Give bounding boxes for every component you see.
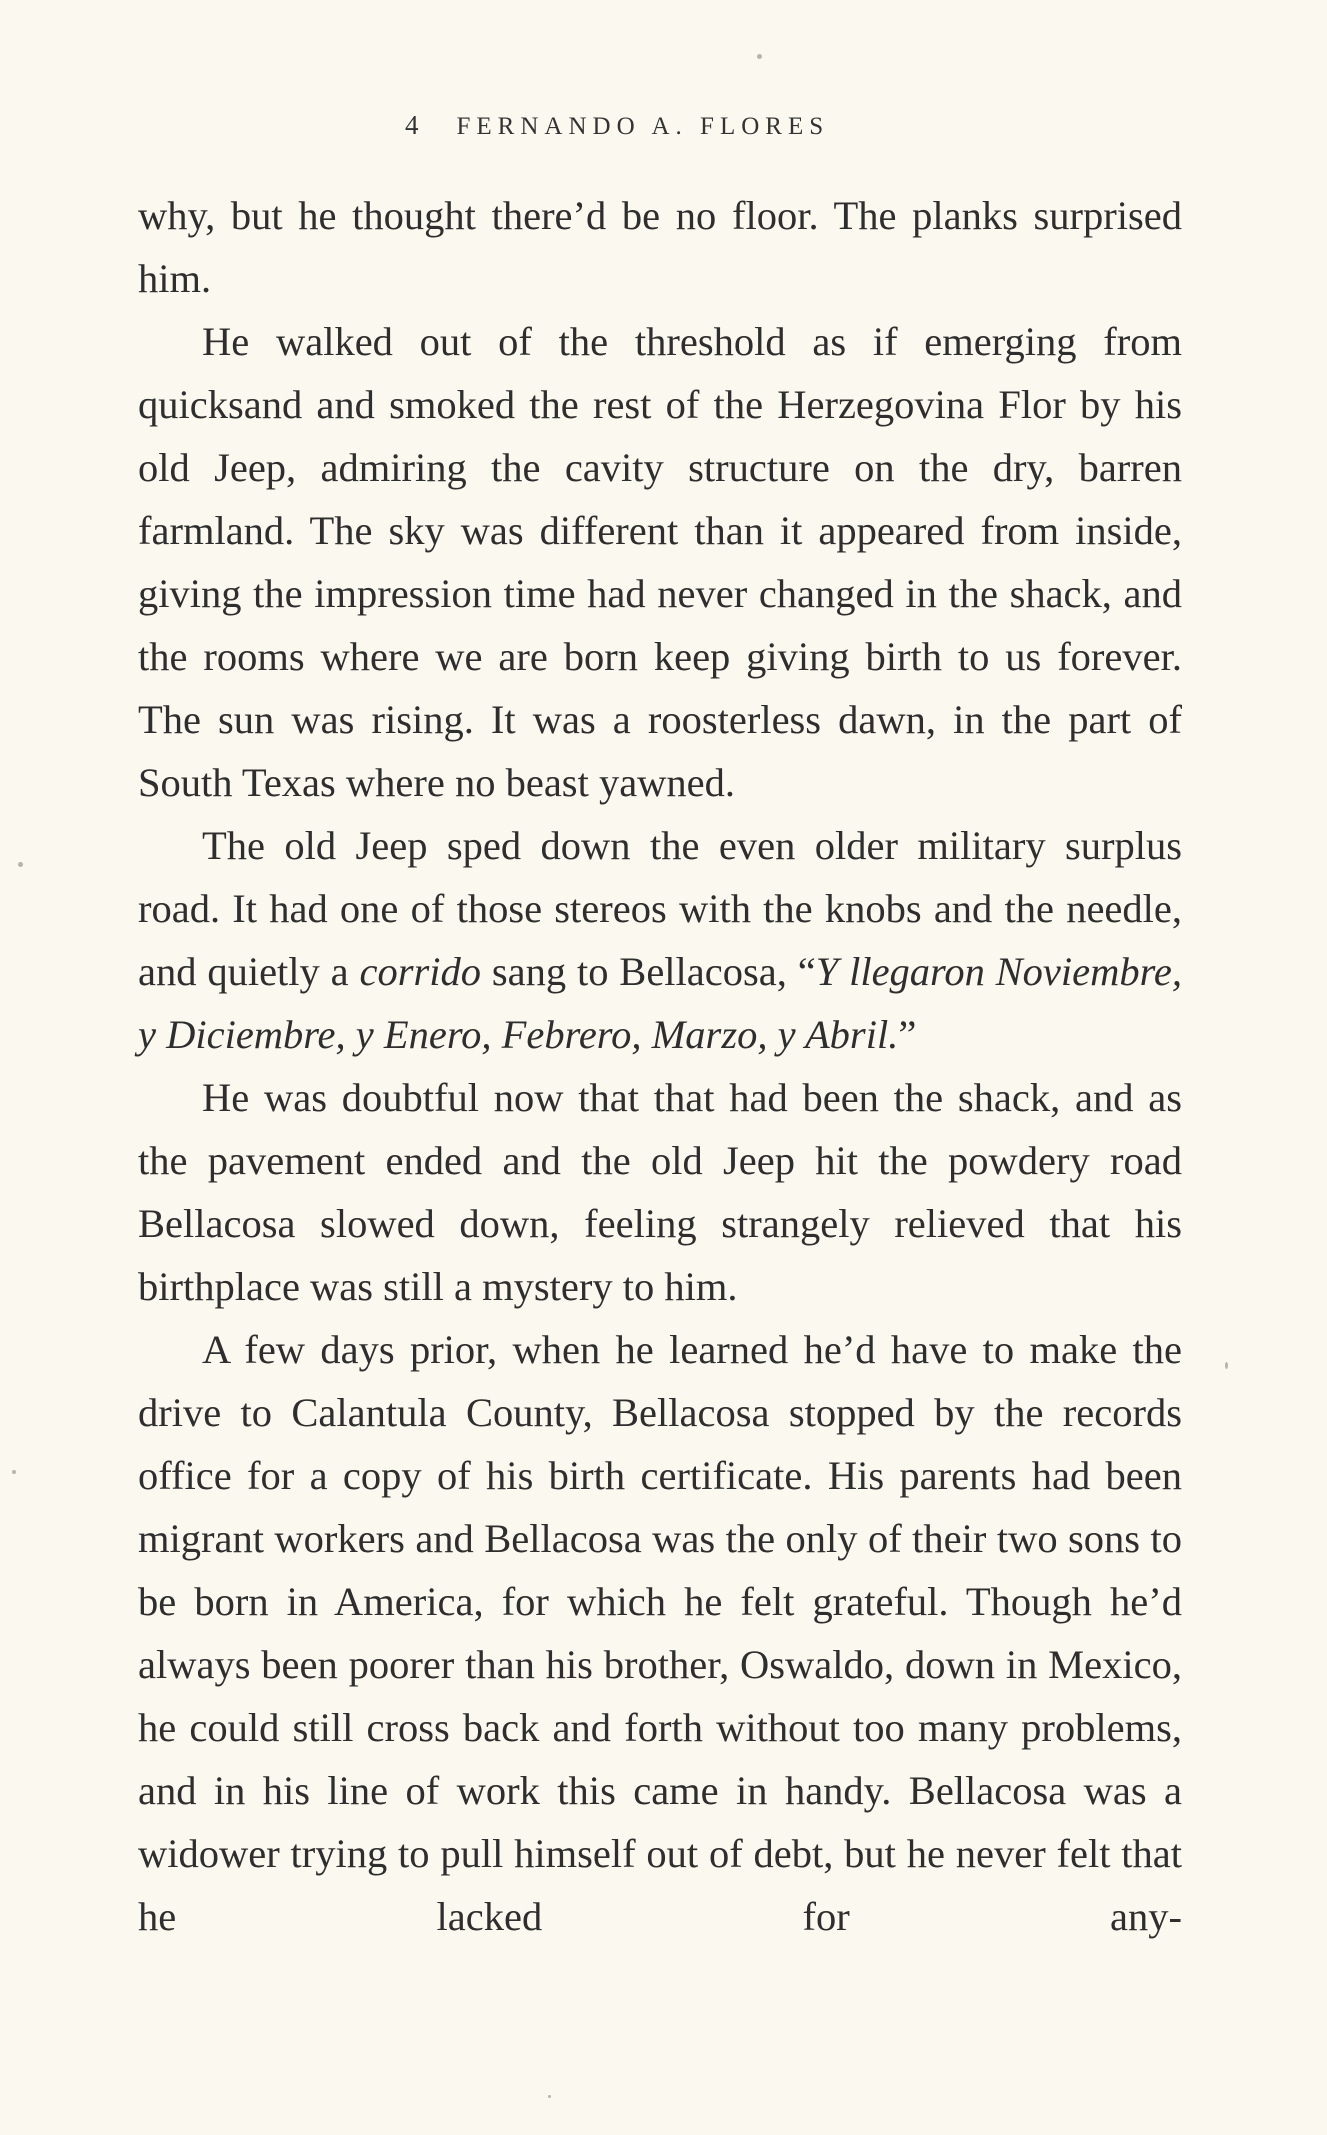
page-number: 4 <box>405 110 419 140</box>
paragraph-1: why, but he thought there’d be no floor. The planks surprised him. <box>138 193 1182 301</box>
paper-speck <box>12 1470 16 1474</box>
paragraph-3-text-before: The old Jeep sped down the even older military surplus road. It had one of those stereos with the knobs and the needle, and quietly a <box>138 823 1182 994</box>
paragraph-3-text-middle: sang to Bellacosa, “ <box>481 949 816 994</box>
paragraph-3-italic-quote: Y llegaron Noviembre, y Diciembre, y Enero, Febrero, Marzo, y Abril. <box>138 949 1182 1057</box>
paragraph-3 <box>138 814 1182 1066</box>
paragraph-3-italic-word: corrido <box>359 949 481 994</box>
body-text <box>138 184 1182 1948</box>
paragraph-5: A few days prior, when he learned he’d have to make the drive to Calantula County, Bellacosa stopped by the records office for a copy of his birth certificate. His parents had been migrant workers and Bellacosa was the only of their two sons to be born in America, for which he felt grateful. Though he’d always been poorer than his brother, Oswaldo, down in Mexico, he could still cross back and forth without too many problems, and in his line of work this came in handy. Bellacosa was a widower trying to pull himself out of debt, but he never felt that he lacked for any- <box>138 1327 1182 1939</box>
paragraph-4: He was doubtful now that that had been the shack, and as the pavement ended and the old Jeep hit the powdery road Bellacosa slowed down, feeling strangely relieved that his birthplace was still a mystery to him. <box>138 1075 1182 1309</box>
paper-speck <box>548 2095 551 2098</box>
paper-speck <box>18 862 23 867</box>
running-head <box>405 110 829 141</box>
paper-speck <box>1225 1362 1228 1369</box>
author-name: FERNANDO A. FLORES <box>456 113 830 140</box>
paragraph-2: He walked out of the threshold as if emerging from quicksand and smoked the rest of the Herzegovina Flor by his old Jeep, admiring the cavity structure on the dry, barren farmland. The sky was different than it appeared from inside, giving the impression time had never changed in the shack, and the rooms where we are born keep giving birth to us forever. The sun was rising. It was a roosterless dawn, in the part of South Texas where no beast yawned. <box>138 319 1182 805</box>
paragraph-3-text-after: ” <box>898 1012 917 1057</box>
paper-speck <box>757 54 762 59</box>
